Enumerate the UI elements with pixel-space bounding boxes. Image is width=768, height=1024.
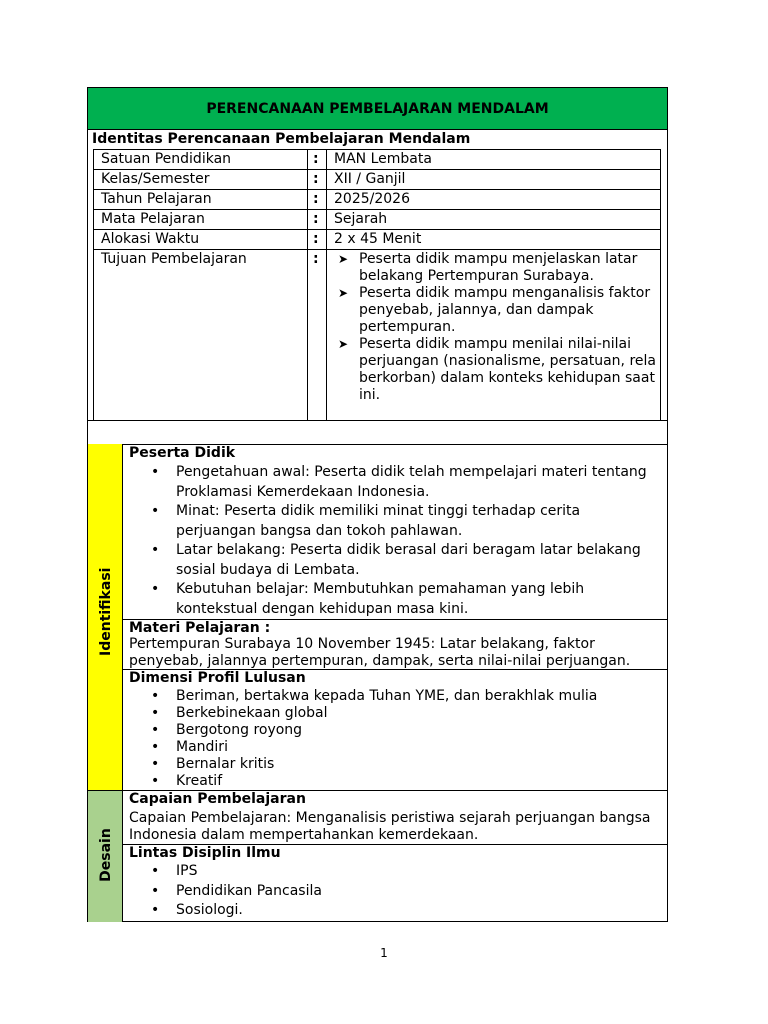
page-title: PERENCANAAN PEMBELAJARAN MENDALAM [206,100,549,117]
list-item: • Beriman, bertakwa kepada Tuhan YME, dan berakhlak mulia [151,688,598,704]
bullet-icon: • [151,705,160,721]
bullet-icon: • [151,542,160,558]
bullet-icon: • [151,756,160,772]
row-colon: : [313,211,319,227]
row-colon: : [313,231,319,247]
peserta-didik-heading: Peserta Didik [129,445,236,461]
materi-heading: Materi Pelajaran : [129,620,271,636]
dimensi-list [129,688,663,790]
row-value-tahun: 2025/2026 [334,191,410,207]
materi-text: Pertempuran Surabaya 10 November 1945: Latar belakang, faktor penyebab, jalannya pertempuran, dampak, serta nilai-nilai perjuangan. [129,636,631,669]
bullet-icon: • [151,464,160,480]
title-banner [87,87,668,130]
capaian-text: Capaian Pembelajaran: Menganalisis peristiwa sejarah perjuangan bangsa Indonesia dalam mempertahankan kemerdekaan. [129,810,651,843]
lintas-heading: Lintas Disiplin Ilmu [129,845,281,861]
capaian-heading: Capaian Pembelajaran [129,791,306,807]
identitas-table [93,149,661,421]
row-label-mapel: Mata Pelajaran [101,211,205,227]
identifikasi-sidebar [87,444,123,791]
list-item: • Bernalar kritis [151,756,275,772]
list-item: ➤ Peserta didik mampu menjelaskan latar belakang Pertempuran Surabaya. [338,251,638,284]
arrow-bullet-icon: ➤ [338,252,349,266]
row-value-satuan: MAN Lembata [334,151,432,167]
row-colon: : [313,191,319,207]
bullet-icon: • [151,882,160,899]
row-label-alokasi: Alokasi Waktu [101,231,200,247]
row-colon: : [313,171,319,187]
bullet-icon: • [151,581,160,597]
tujuan-list-cell [332,251,658,404]
dimensi-heading: Dimensi Profil Lulusan [129,670,306,686]
desain-sidebar [87,790,123,922]
spacer-row [87,421,668,445]
desain-label: Desain [98,828,114,882]
identifikasi-label: Identifikasi [98,567,114,656]
row-label-kelas: Kelas/Semester [101,171,210,187]
row-label-tahun: Tahun Pelajaran [101,191,212,207]
list-item: • Berkebinekaan global [151,705,328,721]
row-colon: : [313,251,319,267]
list-item: • Kebutuhan belajar: Membutuhkan pemahaman yang lebih kontekstual dengan kehidupan masa kini. [151,581,585,617]
list-item: • IPS [129,862,663,882]
page-number: 1 [380,946,388,960]
list-item: • Pengetahuan awal: Peserta didik telah mempelajari materi tentang Proklamasi Kemerdekaan Indonesia. [151,464,647,500]
row-label-satuan: Satuan Pendidikan [101,151,232,167]
bullet-icon: • [151,503,160,519]
list-item: ➤ Peserta didik mampu menganalisis faktor penyebab, jalannya, dan dampak pertempuran. [338,285,651,335]
list-item: • Bergotong royong [151,722,303,738]
row-value-alokasi: 2 x 45 Menit [334,231,422,247]
arrow-bullet-icon: ➤ [338,286,349,300]
peserta-didik-list [129,463,663,619]
list-item: • Pendidikan Pancasila [129,882,663,902]
tujuan-list [332,251,658,404]
list-item: • Mandiri [151,739,228,755]
lintas-list [129,862,663,921]
list-item: • Minat: Peserta didik memiliki minat tinggi terhadap cerita perjuangan bangsa dan tokoh pahlawan. [151,503,581,539]
row-label-tujuan: Tujuan Pembelajaran [101,251,247,267]
identitas-heading: Identitas Perencanaan Pembelajaran Mendalam [92,131,471,147]
row-value-mapel: Sejarah [334,211,388,227]
arrow-bullet-icon: ➤ [338,337,349,351]
bullet-icon: • [151,902,160,918]
row-colon: : [313,151,319,167]
list-item: • Kreatif [151,773,223,789]
row-value-kelas: XII / Ganjil [334,171,406,187]
bullet-icon: • [151,773,160,789]
bullet-icon: • [151,688,160,704]
bullet-icon: • [151,722,160,738]
list-item: • Sosiologi. [129,901,663,921]
list-item: • Latar belakang: Peserta didik berasal dari beragam latar belakang sosial budaya di Lembata. [151,542,641,578]
bullet-icon: • [151,863,160,879]
bullet-icon: • [151,739,160,755]
list-item: ➤ Peserta didik mampu menilai nilai-nilai perjuangan (nasionalisme, persatuan, rela berkorban) dalam konteks kehidupan saat ini. [338,336,656,403]
